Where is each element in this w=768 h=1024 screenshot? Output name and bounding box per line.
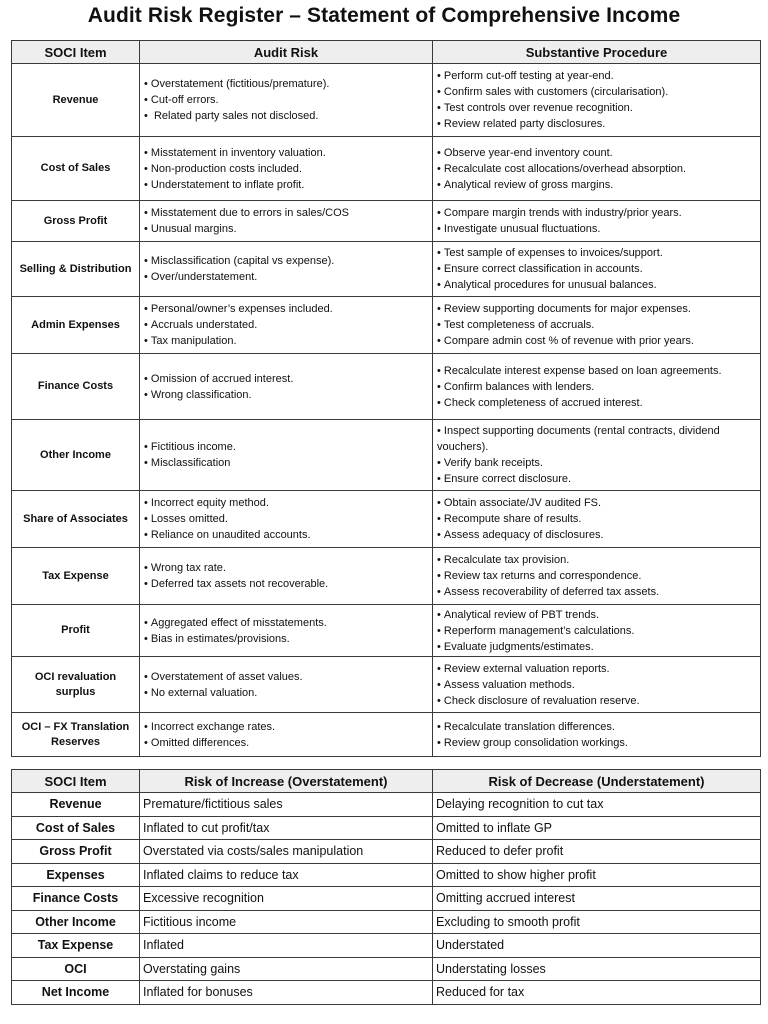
- audit-risk-bullet: • No external valuation.: [144, 685, 428, 701]
- audit-risk-header-row: [12, 41, 761, 64]
- substantive-procedure-cell: [433, 64, 761, 137]
- substantive-procedure-cell: [433, 201, 761, 242]
- audit-risk-bullet: • Wrong classification.: [144, 387, 428, 403]
- procedure-bullet: • Recalculate interest expense based on loan agreements.: [437, 363, 756, 379]
- header-soci-item: SOCI Item: [12, 41, 140, 64]
- soci-item-label: Revenue: [12, 793, 140, 817]
- risk-direction-row: [12, 816, 761, 840]
- risk-of-increase-cell: Excessive recognition: [140, 887, 433, 911]
- risk-direction-row: [12, 910, 761, 934]
- soci-item-label: Profit: [12, 605, 140, 657]
- risk-of-decrease-cell: Reduced for tax: [433, 981, 761, 1005]
- risk-direction-row: [12, 957, 761, 981]
- soci-item-label: Admin Expenses: [12, 297, 140, 354]
- audit-risk-cell: [140, 64, 433, 137]
- header-soci-item: SOCI Item: [12, 770, 140, 793]
- audit-risk-cell: [140, 354, 433, 420]
- procedure-bullet: • Reperform management’s calculations.: [437, 623, 756, 639]
- risk-of-increase-cell: Overstated via costs/sales manipulation: [140, 840, 433, 864]
- soci-item-label: Gross Profit: [12, 840, 140, 864]
- substantive-procedure-cell: [433, 242, 761, 297]
- header-substantive-procedure: Substantive Procedure: [433, 41, 761, 64]
- procedure-bullet: • Analytical review of gross margins.: [437, 177, 756, 193]
- procedure-bullet: • Perform cut-off testing at year-end.: [437, 68, 756, 84]
- audit-risk-bullet: • Omission of accrued interest.: [144, 371, 428, 387]
- risk-direction-row: [12, 981, 761, 1005]
- risk-direction-header-row: [12, 770, 761, 793]
- audit-risk-row: [12, 491, 761, 548]
- audit-risk-row: [12, 548, 761, 605]
- audit-risk-cell: [140, 548, 433, 605]
- audit-risk-cell: [140, 201, 433, 242]
- risk-of-increase-cell: Inflated claims to reduce tax: [140, 863, 433, 887]
- risk-of-decrease-cell: Reduced to defer profit: [433, 840, 761, 864]
- procedure-bullet: • Test sample of expenses to invoices/support.: [437, 245, 756, 261]
- risk-of-decrease-cell: Omitting accrued interest: [433, 887, 761, 911]
- audit-risk-bullet: • Losses omitted.: [144, 511, 428, 527]
- procedure-bullet: • Compare admin cost % of revenue with prior years.: [437, 333, 756, 349]
- soci-item-label: Other Income: [12, 910, 140, 934]
- substantive-procedure-cell: [433, 657, 761, 713]
- audit-risk-bullet: • Non-production costs included.: [144, 161, 428, 177]
- risk-direction-row: [12, 887, 761, 911]
- procedure-bullet: • Verify bank receipts.: [437, 455, 756, 471]
- procedure-bullet: • Review related party disclosures.: [437, 116, 756, 132]
- audit-risk-bullet: • Overstatement of asset values.: [144, 669, 428, 685]
- risk-of-decrease-cell: Omitted to show higher profit: [433, 863, 761, 887]
- soci-item-label: Gross Profit: [12, 201, 140, 242]
- audit-risk-bullet: • Accruals understated.: [144, 317, 428, 333]
- audit-risk-row: [12, 201, 761, 242]
- audit-risk-bullet: • Unusual margins.: [144, 221, 428, 237]
- risk-of-increase-cell: Inflated: [140, 934, 433, 958]
- risk-of-decrease-cell: Delaying recognition to cut tax: [433, 793, 761, 817]
- risk-of-increase-cell: Inflated for bonuses: [140, 981, 433, 1005]
- audit-risk-cell: [140, 242, 433, 297]
- audit-risk-bullet: • Aggregated effect of misstatements.: [144, 615, 428, 631]
- audit-risk-cell: [140, 491, 433, 548]
- procedure-bullet: • Evaluate judgments/estimates.: [437, 639, 756, 655]
- audit-risk-cell: [140, 420, 433, 491]
- substantive-procedure-cell: [433, 137, 761, 201]
- procedure-bullet: • Assess recoverability of deferred tax assets.: [437, 584, 756, 600]
- risk-of-decrease-cell: Excluding to smooth profit: [433, 910, 761, 934]
- risk-of-increase-cell: Inflated to cut profit/tax: [140, 816, 433, 840]
- soci-item-label: OCI revaluation surplus: [12, 657, 140, 713]
- substantive-procedure-cell: [433, 713, 761, 757]
- header-risk-of-increase: Risk of Increase (Overstatement): [140, 770, 433, 793]
- audit-risk-row: [12, 242, 761, 297]
- audit-risk-bullet: • Overstatement (fictitious/premature).: [144, 76, 428, 92]
- procedure-bullet: • Check disclosure of revaluation reserve.: [437, 693, 756, 709]
- audit-risk-bullet: • Personal/owner’s expenses included.: [144, 301, 428, 317]
- substantive-procedure-cell: [433, 548, 761, 605]
- audit-risk-bullet: • Incorrect exchange rates.: [144, 719, 428, 735]
- audit-risk-bullet: • Fictitious income.: [144, 439, 428, 455]
- risk-of-increase-cell: Fictitious income: [140, 910, 433, 934]
- procedure-bullet: • Check completeness of accrued interest.: [437, 395, 756, 411]
- audit-risk-bullet: • Deferred tax assets not recoverable.: [144, 576, 428, 592]
- audit-risk-row: [12, 64, 761, 137]
- audit-risk-bullet: • Cut-off errors.: [144, 92, 428, 108]
- audit-risk-bullet: • Over/understatement.: [144, 269, 428, 285]
- soci-item-label: Tax Expense: [12, 548, 140, 605]
- risk-of-decrease-cell: Omitted to inflate GP: [433, 816, 761, 840]
- procedure-bullet: • Review supporting documents for major expenses.: [437, 301, 756, 317]
- risk-of-increase-cell: Premature/fictitious sales: [140, 793, 433, 817]
- audit-risk-bullet: • Bias in estimates/provisions.: [144, 631, 428, 647]
- procedure-bullet: • Confirm balances with lenders.: [437, 379, 756, 395]
- audit-risk-cell: [140, 297, 433, 354]
- header-audit-risk: Audit Risk: [140, 41, 433, 64]
- substantive-procedure-cell: [433, 420, 761, 491]
- procedure-bullet: • Test controls over revenue recognition.: [437, 100, 756, 116]
- soci-item-label: Selling & Distribution: [12, 242, 140, 297]
- audit-risk-row: [12, 605, 761, 657]
- soci-item-label: OCI: [12, 957, 140, 981]
- soci-item-label: Share of Associates: [12, 491, 140, 548]
- audit-risk-bullet: • Misstatement in inventory valuation.: [144, 145, 428, 161]
- audit-risk-row: [12, 420, 761, 491]
- audit-risk-bullet: • Misclassification: [144, 455, 428, 471]
- audit-risk-bullet: • Related party sales not disclosed.: [144, 108, 428, 124]
- page-title: Audit Risk Register – Statement of Comprehensive Income: [87, 4, 681, 27]
- risk-direction-row: [12, 840, 761, 864]
- procedure-bullet: • Ensure correct classification in accounts.: [437, 261, 756, 277]
- soci-item-label: Revenue: [12, 64, 140, 137]
- procedure-bullet: • Inspect supporting documents (rental contracts, dividend vouchers).: [437, 423, 756, 455]
- audit-risk-row: [12, 657, 761, 713]
- audit-risk-bullet: • Wrong tax rate.: [144, 560, 428, 576]
- substantive-procedure-cell: [433, 297, 761, 354]
- risk-of-decrease-cell: Understated: [433, 934, 761, 958]
- soci-item-label: OCI – FX Translation Reserves: [12, 713, 140, 757]
- procedure-bullet: • Recompute share of results.: [437, 511, 756, 527]
- audit-risk-bullet: • Tax manipulation.: [144, 333, 428, 349]
- procedure-bullet: • Review tax returns and correspondence.: [437, 568, 756, 584]
- audit-risk-bullet: • Omitted differences.: [144, 735, 428, 751]
- soci-item-label: Other Income: [12, 420, 140, 491]
- procedure-bullet: • Recalculate translation differences.: [437, 719, 756, 735]
- audit-risk-row: [12, 354, 761, 420]
- audit-risk-cell: [140, 137, 433, 201]
- soci-item-label: Cost of Sales: [12, 137, 140, 201]
- risk-of-increase-cell: Overstating gains: [140, 957, 433, 981]
- header-risk-of-decrease: Risk of Decrease (Understatement): [433, 770, 761, 793]
- procedure-bullet: • Observe year-end inventory count.: [437, 145, 756, 161]
- substantive-procedure-cell: [433, 491, 761, 548]
- audit-risk-row: [12, 137, 761, 201]
- soci-item-label: Finance Costs: [12, 887, 140, 911]
- procedure-bullet: • Analytical procedures for unusual balances.: [437, 277, 756, 293]
- soci-item-label: Cost of Sales: [12, 816, 140, 840]
- audit-risk-bullet: • Misclassification (capital vs expense).: [144, 253, 428, 269]
- audit-risk-bullet: • Misstatement due to errors in sales/COS: [144, 205, 428, 221]
- substantive-procedure-cell: [433, 354, 761, 420]
- audit-risk-table: [11, 40, 761, 757]
- audit-risk-cell: [140, 657, 433, 713]
- audit-risk-bullet: • Reliance on unaudited accounts.: [144, 527, 428, 543]
- audit-risk-bullet: • Incorrect equity method.: [144, 495, 428, 511]
- soci-item-label: Finance Costs: [12, 354, 140, 420]
- risk-direction-row: [12, 934, 761, 958]
- procedure-bullet: • Ensure correct disclosure.: [437, 471, 756, 487]
- procedure-bullet: • Assess adequacy of disclosures.: [437, 527, 756, 543]
- risk-of-decrease-cell: Understating losses: [433, 957, 761, 981]
- procedure-bullet: • Assess valuation methods.: [437, 677, 756, 693]
- substantive-procedure-cell: [433, 605, 761, 657]
- procedure-bullet: • Analytical review of PBT trends.: [437, 607, 756, 623]
- over-under-statement-table: [11, 769, 761, 1005]
- procedure-bullet: • Obtain associate/JV audited FS.: [437, 495, 756, 511]
- procedure-bullet: • Investigate unusual fluctuations.: [437, 221, 756, 237]
- soci-item-label: Net Income: [12, 981, 140, 1005]
- risk-direction-row: [12, 793, 761, 817]
- procedure-bullet: • Confirm sales with customers (circularisation).: [437, 84, 756, 100]
- audit-risk-cell: [140, 605, 433, 657]
- soci-item-label: Tax Expense: [12, 934, 140, 958]
- procedure-bullet: • Recalculate cost allocations/overhead absorption.: [437, 161, 756, 177]
- procedure-bullet: • Review group consolidation workings.: [437, 735, 756, 751]
- audit-risk-cell: [140, 713, 433, 757]
- audit-risk-row: [12, 297, 761, 354]
- procedure-bullet: • Review external valuation reports.: [437, 661, 756, 677]
- risk-direction-row: [12, 863, 761, 887]
- procedure-bullet: • Compare margin trends with industry/prior years.: [437, 205, 756, 221]
- procedure-bullet: • Test completeness of accruals.: [437, 317, 756, 333]
- audit-risk-bullet: • Understatement to inflate profit.: [144, 177, 428, 193]
- procedure-bullet: • Recalculate tax provision.: [437, 552, 756, 568]
- audit-risk-row: [12, 713, 761, 757]
- soci-item-label: Expenses: [12, 863, 140, 887]
